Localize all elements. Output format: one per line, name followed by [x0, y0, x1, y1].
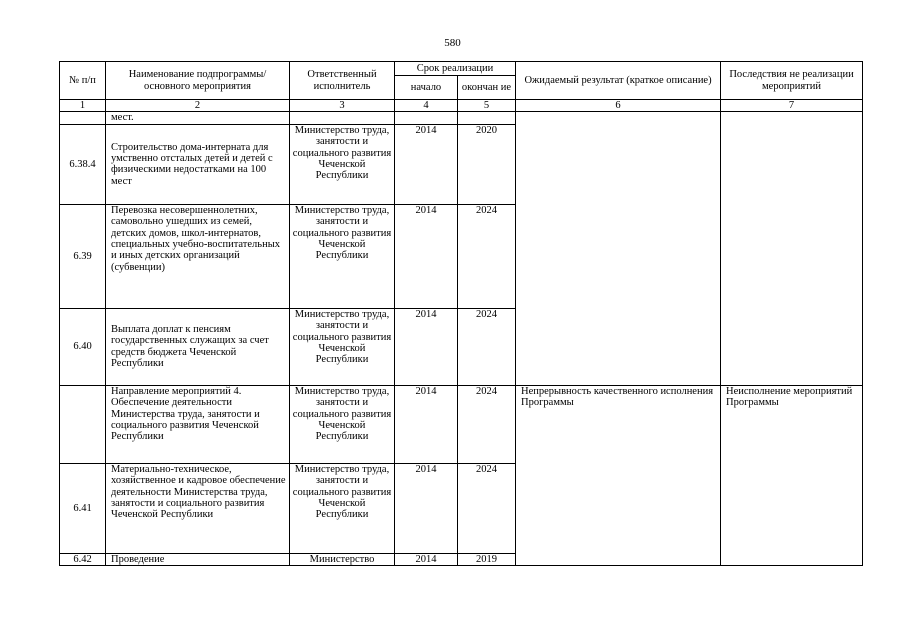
col-number: 2	[106, 100, 290, 112]
col-number: 1	[60, 100, 106, 112]
row-number: 6.41	[60, 463, 106, 553]
col-number: 5	[458, 100, 516, 112]
row-name: Выплата доплат к пенсиям государственных служащих за счет средств бюджета Чеченской Республики	[106, 308, 290, 385]
row-number: 6.40	[60, 308, 106, 385]
result-cell-empty	[516, 112, 721, 385]
row-number: 6.42	[60, 553, 106, 565]
row-name: Материально-техническое, хозяйственное и кадровое обеспечение деятельности Министерства труда, занятости и социального развития Чеченской Республики	[106, 463, 290, 553]
header-consequence: Последствия не реализации мероприятий	[721, 62, 863, 100]
continued-text: мест.	[106, 112, 290, 124]
row-end: 2020	[458, 124, 516, 204]
consequence-cell-empty	[721, 112, 863, 385]
row-end: 2024	[458, 204, 516, 308]
col-number: 4	[395, 100, 458, 112]
row-number	[60, 385, 106, 463]
row-name: Направление мероприятий 4. Обеспечение деятельности Министерства труда, занятости и социального развития Чеченской Республики	[106, 385, 290, 463]
col-number: 7	[721, 100, 863, 112]
row-number: 6.38.4	[60, 124, 106, 204]
row-start: 2014	[395, 204, 458, 308]
row-name: Строительство дома-интерната для умственно отсталых детей и детей с физическими недостатками на 100 мест	[106, 124, 290, 204]
header-term: Срок реализации	[395, 62, 516, 76]
row-executor: Министерство труда, занятости и социального развития Чеченской Республики	[290, 124, 395, 204]
row-name: Проведение	[106, 553, 290, 565]
row-end: 2024	[458, 308, 516, 385]
header-executor: Ответственный исполнитель	[290, 62, 395, 100]
row-consequence: Неисполнение мероприятий Программы	[721, 385, 863, 565]
row-executor: Министерство	[290, 553, 395, 565]
row-start: 2014	[395, 124, 458, 204]
row-result: Непрерывность качественного исполнения Программы	[516, 385, 721, 565]
row-start: 2014	[395, 308, 458, 385]
table-row	[60, 112, 863, 124]
row-start: 2014	[395, 553, 458, 565]
row-number: 6.39	[60, 204, 106, 308]
row-executor: Министерство труда, занятости и социального развития Чеченской Республики	[290, 463, 395, 553]
header-end: окончан ие	[458, 76, 516, 100]
row-executor: Министерство труда, занятости и социального развития Чеченской Республики	[290, 385, 395, 463]
row-end: 2024	[458, 385, 516, 463]
header-num: № п/п	[60, 62, 106, 100]
row-start: 2014	[395, 385, 458, 463]
col-number: 6	[516, 100, 721, 112]
program-table	[59, 61, 863, 566]
page-number: 580	[444, 37, 461, 49]
table-row	[60, 385, 863, 463]
row-executor: Министерство труда, занятости и социального развития Чеченской Республики	[290, 204, 395, 308]
row-end: 2019	[458, 553, 516, 565]
row-start: 2014	[395, 463, 458, 553]
header-row	[60, 62, 863, 76]
column-number-row	[60, 100, 863, 112]
header-start: начало	[395, 76, 458, 100]
row-name: Перевозка несовершеннолетних, самовольно ушедших из семей, детских домов, школ-интернатов, специальных учебно-воспитательных и иных детских организаций (субвенции)	[106, 204, 290, 308]
row-end: 2024	[458, 463, 516, 553]
header-result: Ожидаемый результат (краткое описание)	[516, 62, 721, 100]
header-name: Наименование подпрограммы/ основного мероприятия	[106, 62, 290, 100]
row-executor: Министерство труда, занятости и социального развития Чеченской Республики	[290, 308, 395, 385]
col-number: 3	[290, 100, 395, 112]
